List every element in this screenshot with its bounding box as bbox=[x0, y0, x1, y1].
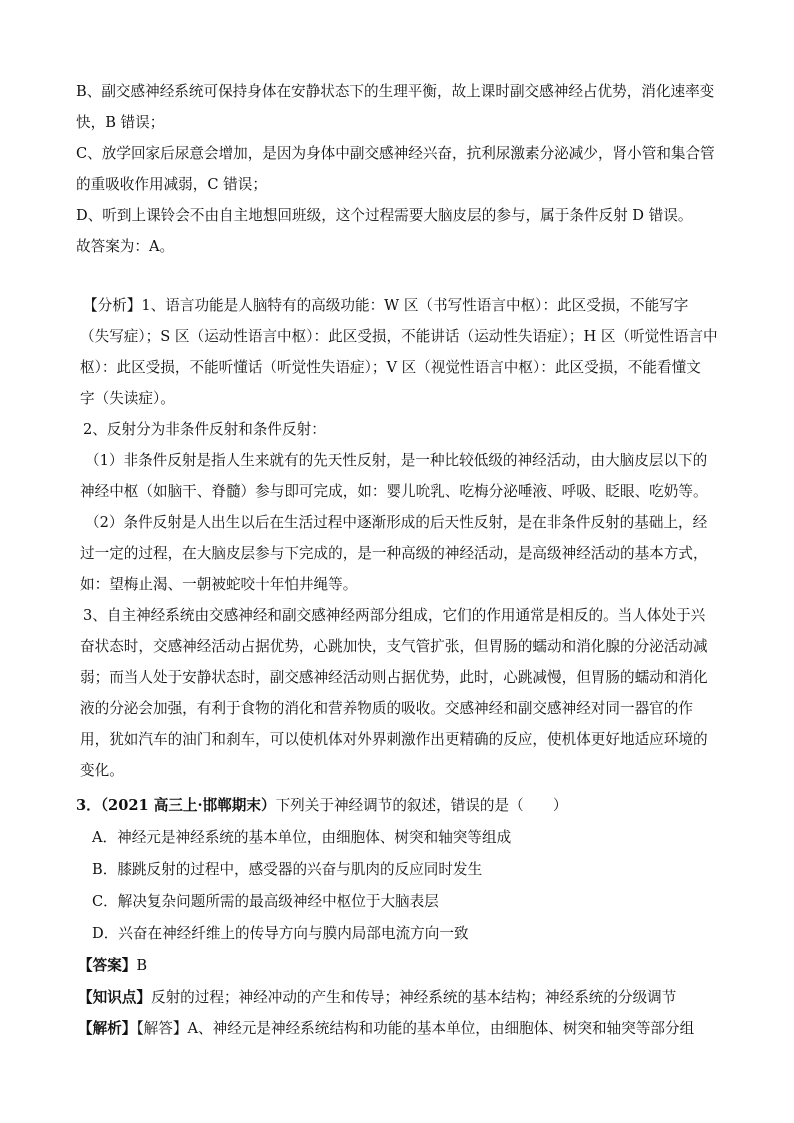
explain-text: 【解答】A、神经元是神经系统结构和功能的基本单位，由细胞体、树突和轴突等部分组 bbox=[136, 1020, 695, 1037]
option-d: D．兴奋在神经纤维上的传导方向与膜内局部电流方向一致 bbox=[92, 925, 469, 942]
knowledge-label: 【知识点】 bbox=[78, 989, 151, 1006]
answer-value: B bbox=[136, 957, 148, 974]
analysis-line: （1）非条件反射是指人生来就有的先天性反射，是一种比较低级的神经活动，由大脑皮层以下的 bbox=[85, 452, 708, 469]
prev-answer-line: B、副交感神经系统可保持身体在安静状态下的生理平衡，故上课时副交感神经占优势，消化速率变 bbox=[76, 83, 715, 100]
question-header bbox=[76, 796, 567, 816]
analysis-line: 字（失读症）。 bbox=[80, 390, 175, 407]
prev-answer-line: 故答案为：A。 bbox=[76, 238, 175, 255]
analysis-line: （2）条件反射是人出生以后在生活过程中逐渐形成的后天性反射，是在非条件反射的基础上，经 bbox=[85, 514, 708, 531]
answer-line bbox=[78, 956, 147, 976]
analysis-line: 2、反射分为非条件反射和条件反射： bbox=[83, 421, 326, 438]
option-b: B．膝跳反射的过程中，感受器的兴奋与肌肉的反应同时发生 bbox=[92, 861, 483, 878]
analysis-label: 【分析】 bbox=[83, 297, 142, 314]
analysis-line: 变化。 bbox=[80, 762, 124, 779]
question-number: 3． bbox=[76, 797, 101, 814]
analysis-text: 1、语言功能是人脑特有的高级功能：W 区（书写性语言中枢）：此区受损，不能写字 bbox=[141, 297, 689, 314]
explain-label: 【解析】 bbox=[78, 1020, 137, 1037]
answer-label: 【答案】 bbox=[78, 957, 137, 974]
analysis-line: 枢）：此区受损，不能听懂话（听觉性失语症）；V 区（视觉性语言中枢）：此区受损，不能看懂文 bbox=[80, 359, 701, 376]
question-source: （2021 高三上·邯郸期末） bbox=[100, 797, 276, 814]
option-a: A．神经元是神经系统的基本单位，由细胞体、树突和轴突等组成 bbox=[92, 829, 512, 846]
analysis-line: 弱；而当人处于安静状态时，副交感神经活动则占据优势，此时，心跳减慢，但胃肠的蠕动和消化 bbox=[80, 669, 708, 686]
analysis-line: 用，犹如汽车的油门和刹车，可以使机体对外界刺激作出更精确的反应，使机体更好地适应环境的 bbox=[80, 731, 708, 748]
analysis-line: 奋状态时，交感神经活动占据优势，心跳加快，支气管扩张，但胃肠的蠕动和消化腺的分泌活动减 bbox=[80, 638, 708, 655]
prev-answer-line: C、放学回家后尿意会增加，是因为身体中副交感神经兴奋，抗利尿激素分泌减少，肾小管和集合管 bbox=[76, 145, 715, 162]
knowledge-line bbox=[78, 988, 676, 1008]
prev-answer-line: 的重吸收作用减弱，C 错误； bbox=[76, 176, 267, 193]
prev-answer-line: D、听到上课铃会不由自主地想回班级，这个过程需要大脑皮层的参与，属于条件反射 D 错误。 bbox=[76, 207, 693, 224]
analysis-line: （失写症）；S 区（运动性语言中枢）：此区受损，不能讲话（运动性失语症）；H 区（听觉性语言中 bbox=[80, 328, 718, 345]
analysis-line: 过一定的过程，在大脑皮层参与下完成的，是一种高级的神经活动，是高级神经活动的基本方式， bbox=[80, 545, 708, 562]
prev-answer-line: 快，B 错误； bbox=[76, 114, 165, 131]
option-c: C．解决复杂问题所需的最高级神经中枢位于大脑表层 bbox=[92, 893, 439, 910]
question-stem: 下列关于神经调节的叙述，错误的是（ ） bbox=[275, 797, 568, 814]
analysis-line: 神经中枢（如脑干、脊髓）参与即可完成，如：婴儿吮乳、吃梅分泌唾液、呼吸、眨眼、吃奶等。 bbox=[80, 483, 708, 500]
knowledge-text: 反射的过程；神经冲动的产生和传导；神经系统的基本结构；神经系统的分级调节 bbox=[150, 989, 677, 1006]
analysis-line: 3、自主神经系统由交感神经和副交感神经两部分组成，它们的作用通常是相反的。当人体处于兴 bbox=[83, 607, 706, 624]
analysis-first-line bbox=[83, 296, 688, 316]
analysis-line: 如：望梅止渴、一朝被蛇咬十年怕井绳等。 bbox=[80, 576, 358, 593]
analysis-line: 液的分泌会加强，有利于食物的消化和营养物质的吸收。交感神经和副交感神经对同一器官的作 bbox=[80, 700, 693, 717]
explain-line bbox=[78, 1019, 694, 1039]
